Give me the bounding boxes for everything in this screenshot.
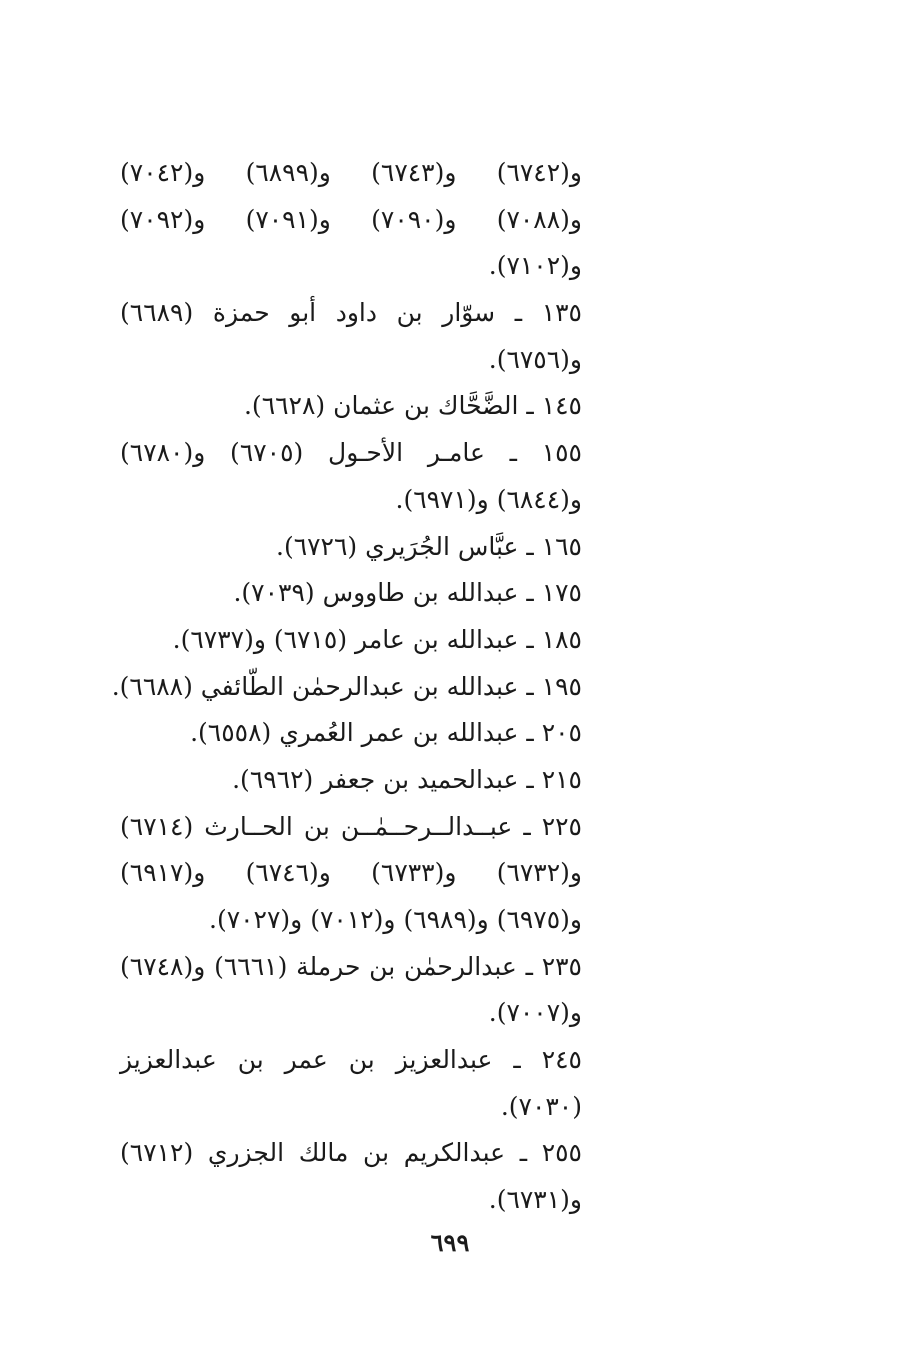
text-line-4: ١٣٥ ـ سوّار بن داود أبو حمزة (٦٦٨٩) xyxy=(120,298,582,328)
text-line-23: و(٦٧٣١). xyxy=(488,1185,582,1215)
text-line-8: و(٦٨٤٤) و(٦٩٧١). xyxy=(395,484,582,514)
text-line-5: و(٦٧٥٦). xyxy=(488,344,582,374)
text-line-15: ٢٢٥ ـ عبــدالــرحــمٰــن بن الحــارث (٦٧١٤) xyxy=(120,811,582,841)
text-line-10: ١٧٥ ـ عبدالله بن طاووس (٧٠٣٩). xyxy=(233,578,582,608)
text-line-17: و(٦٩٧٥) و(٦٩٨٩) و(٧٠١٢) و(٧٠٢٧). xyxy=(209,905,582,934)
text-line-12: ١٩٥ ـ عبدالله بن عبدالرحمٰن الطّائفي (٦٦٨٨). xyxy=(111,671,582,701)
text-line-20: ٢٤٥ ـ عبدالعزيز بن عمر بن عبدالعزيز xyxy=(120,1045,582,1075)
text-line-11: ١٨٥ ـ عبدالله بن عامر (٦٧١٥) و(٦٧٣٧). xyxy=(172,624,582,654)
text-line-19: و(٧٠٠٧). xyxy=(488,998,582,1028)
text-line-13: ٢٠٥ ـ عبدالله بن عمر العُمري (٦٥٥٨). xyxy=(190,718,582,748)
text-line-6: ١٤٥ ـ الضَّحَّاك بن عثمان (٦٦٢٨). xyxy=(243,391,582,421)
text-line-7: ١٥٥ ـ عامـر الأحـول (٦٧٠٥) و(٦٧٨٠) xyxy=(120,438,582,468)
text-line-16: و(٦٧٣٢) و(٦٧٣٣) و(٦٧٤٦) و(٦٩١٧) xyxy=(120,858,582,888)
text-line-2: و(٧٠٨٨) و(٧٠٩٠) و(٧٠٩١) و(٧٠٩٢) xyxy=(120,204,582,234)
index-entries xyxy=(111,150,582,1224)
text-line-9: ١٦٥ ـ عبَّاس الجُرَيري (٦٧٢٦). xyxy=(276,531,582,561)
text-line-18: ٢٣٥ ـ عبدالرحمٰن بن حرملة (٦٦٦١) و(٦٧٤٨) xyxy=(120,951,582,981)
text-line-1: و(٦٧٤٢) و(٦٧٤٣) و(٦٨٩٩) و(٧٠٤٢) xyxy=(120,158,582,187)
text-line-22: ٢٥٥ ـ عبدالكريم بن مالك الجزري (٦٧١٢) xyxy=(120,1138,582,1168)
text-line-14: ٢١٥ ـ عبدالحميد بن جعفر (٦٩٦٢). xyxy=(232,764,582,794)
text-line-3: و(٧١٠٢). xyxy=(488,251,582,281)
text-line-21: (٧٠٣٠). xyxy=(500,1091,582,1121)
page-number: ٦٩٩ xyxy=(430,1228,470,1257)
